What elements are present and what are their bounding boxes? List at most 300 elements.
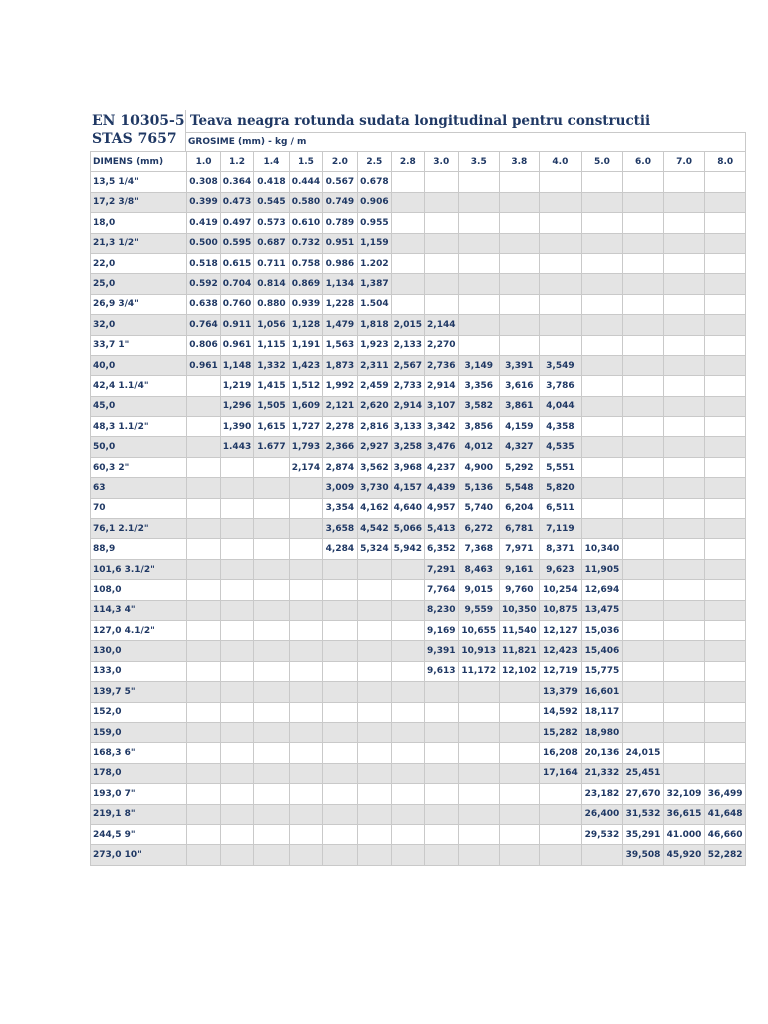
weight-cell: 10,913	[459, 641, 500, 661]
weight-cell: 4,640	[392, 498, 424, 518]
thickness-column-header: 2.5	[357, 152, 391, 172]
table-row	[91, 539, 746, 559]
weight-cell: 0.308	[187, 172, 220, 192]
weight-cell: 8,371	[540, 539, 582, 559]
weight-cell	[623, 213, 664, 233]
sheet-title: Teava neagra rotunda sudata longitudinal pentru constructii	[190, 113, 651, 129]
weight-cell: 41,648	[705, 804, 746, 824]
weight-cell: 1,228	[323, 294, 357, 314]
weight-cell	[254, 661, 289, 681]
weight-cell	[499, 335, 540, 355]
table-row	[91, 845, 746, 865]
weight-cell	[705, 682, 746, 702]
weight-cell	[392, 172, 424, 192]
dimension-cell: 60,3 2"	[91, 457, 187, 477]
weight-cell	[254, 641, 289, 661]
weight-cell	[663, 498, 705, 518]
weight-cell: 0.399	[187, 192, 220, 212]
weight-cell	[220, 580, 253, 600]
weight-cell	[289, 580, 322, 600]
weight-cell	[499, 274, 540, 294]
weight-cell: 3,549	[540, 355, 582, 375]
weight-cell: 3,861	[499, 396, 540, 416]
weight-cell	[663, 743, 705, 763]
weight-cell: 3,133	[392, 417, 424, 437]
weight-cell	[459, 682, 500, 702]
weight-cell	[254, 457, 289, 477]
weight-cell: 0.951	[323, 233, 357, 253]
table-row	[91, 580, 746, 600]
weight-cell	[392, 233, 424, 253]
weight-cell: 16,208	[540, 743, 582, 763]
weight-cell: 2,121	[323, 396, 357, 416]
weight-cell: 3,730	[357, 478, 391, 498]
weight-cell: 3,354	[323, 498, 357, 518]
weight-cell	[187, 498, 220, 518]
weight-cell: 0.986	[323, 253, 357, 273]
weight-cell	[581, 519, 623, 539]
weight-cell	[323, 845, 357, 865]
weight-cell: 29,532	[581, 824, 623, 844]
weight-cell	[289, 620, 322, 640]
weight-cell	[424, 682, 458, 702]
weight-cell	[581, 274, 623, 294]
weight-cell	[187, 763, 220, 783]
weight-cell: 1,134	[323, 274, 357, 294]
dimension-cell: 76,1 2.1/2"	[91, 519, 187, 539]
weight-cell	[540, 294, 582, 314]
weight-cell	[499, 172, 540, 192]
weight-cell	[254, 519, 289, 539]
weight-cell: 9,161	[499, 559, 540, 579]
weight-cell: 11,540	[499, 620, 540, 640]
weight-cell	[323, 600, 357, 620]
weight-cell: 13,475	[581, 600, 623, 620]
weight-cell	[187, 478, 220, 498]
weight-cell	[623, 253, 664, 273]
weight-cell: 2,816	[357, 417, 391, 437]
weight-cell	[663, 396, 705, 416]
weight-cell	[220, 722, 253, 742]
weight-cell	[254, 478, 289, 498]
weight-cell: 4,957	[424, 498, 458, 518]
weight-cell: 3,476	[424, 437, 458, 457]
weight-cell	[663, 682, 705, 702]
weight-cell: 0.573	[254, 213, 289, 233]
weight-cell	[540, 172, 582, 192]
weight-cell	[663, 580, 705, 600]
weight-cell	[459, 213, 500, 233]
weight-cell	[623, 294, 664, 314]
weight-cell: 10,875	[540, 600, 582, 620]
weight-cell: 36,615	[663, 804, 705, 824]
thickness-column-header: 3.8	[499, 152, 540, 172]
weight-cell: 1,219	[220, 376, 253, 396]
weight-cell	[705, 661, 746, 681]
table-row	[91, 559, 746, 579]
weight-cell	[663, 233, 705, 253]
weight-cell	[254, 539, 289, 559]
weight-cell	[705, 253, 746, 273]
table-row	[91, 233, 746, 253]
weight-cell: 18,980	[581, 722, 623, 742]
weight-cell: 6,352	[424, 539, 458, 559]
weight-cell	[459, 763, 500, 783]
weight-cell: 2,133	[392, 335, 424, 355]
weight-cell	[581, 315, 623, 335]
weight-cell	[187, 702, 220, 722]
weight-cell	[705, 294, 746, 314]
dimension-cell: 244,5 9"	[91, 824, 187, 844]
dimension-cell: 45,0	[91, 396, 187, 416]
weight-cell	[581, 335, 623, 355]
weight-cell	[623, 600, 664, 620]
weight-cell: 0.789	[323, 213, 357, 233]
weight-cell	[289, 641, 322, 661]
thickness-column-header: 2.8	[392, 152, 424, 172]
weight-cell: 0.610	[289, 213, 322, 233]
weight-cell	[254, 784, 289, 804]
weight-cell	[705, 722, 746, 742]
weight-cell: 5,942	[392, 539, 424, 559]
weight-cell	[289, 824, 322, 844]
weight-cell	[220, 478, 253, 498]
thickness-column-header: 5.0	[581, 152, 623, 172]
weight-cell	[499, 702, 540, 722]
weight-cell	[254, 804, 289, 824]
weight-cell	[424, 253, 458, 273]
weight-cell	[187, 620, 220, 640]
weight-cell	[705, 580, 746, 600]
dimension-cell: 139,7 5"	[91, 682, 187, 702]
weight-cell: 1,609	[289, 396, 322, 416]
weight-cell: 5,292	[499, 457, 540, 477]
weight-cell	[424, 274, 458, 294]
weight-cell	[323, 824, 357, 844]
dimension-cell: 21,3 1/2"	[91, 233, 187, 253]
weight-cell	[392, 845, 424, 865]
weight-cell	[392, 824, 424, 844]
weight-cell: 0.764	[187, 315, 220, 335]
weight-cell: 6,781	[499, 519, 540, 539]
weight-cell: 9,391	[424, 641, 458, 661]
weight-cell	[581, 498, 623, 518]
weight-cell	[705, 437, 746, 457]
weight-cell	[705, 192, 746, 212]
weight-cell	[623, 559, 664, 579]
weight-cell	[220, 457, 253, 477]
dimension-cell: 22,0	[91, 253, 187, 273]
weight-cell: 9,169	[424, 620, 458, 640]
weight-cell: 6,272	[459, 519, 500, 539]
weight-cell	[220, 559, 253, 579]
weight-cell	[623, 437, 664, 457]
table-row	[91, 722, 746, 742]
thickness-column-header: 2.0	[323, 152, 357, 172]
weight-cell: 1,387	[357, 274, 391, 294]
weight-cell	[289, 519, 322, 539]
weight-cell	[220, 784, 253, 804]
dimension-cell: 42,4 1.1/4"	[91, 376, 187, 396]
weight-cell	[663, 539, 705, 559]
weight-cell	[499, 845, 540, 865]
weight-cell	[392, 253, 424, 273]
dimension-cell: 193,0 7"	[91, 784, 187, 804]
weight-cell	[392, 294, 424, 314]
weight-cell	[187, 559, 220, 579]
weight-cell: 4,237	[424, 457, 458, 477]
weight-cell	[220, 804, 253, 824]
weight-cell: 0.758	[289, 253, 322, 273]
weight-cell	[623, 457, 664, 477]
weight-cell	[581, 294, 623, 314]
weight-cell: 41.000	[663, 824, 705, 844]
weight-cell	[254, 620, 289, 640]
weight-cell	[220, 743, 253, 763]
standard-code-en: EN 10305-5	[92, 113, 185, 129]
weight-cell	[705, 743, 746, 763]
weight-cell	[663, 192, 705, 212]
weight-cell	[499, 233, 540, 253]
weight-cell: 1,332	[254, 355, 289, 375]
weight-cell	[424, 763, 458, 783]
weight-cell: 4,284	[323, 539, 357, 559]
weight-cell: 3,856	[459, 417, 500, 437]
table-row	[91, 213, 746, 233]
weight-cell: 4,439	[424, 478, 458, 498]
weight-cell	[581, 192, 623, 212]
weight-cell	[187, 580, 220, 600]
weight-cell	[459, 824, 500, 844]
table-row	[91, 824, 746, 844]
weight-cell: 1,873	[323, 355, 357, 375]
weight-cell: 4,159	[499, 417, 540, 437]
weight-cell	[705, 620, 746, 640]
table-row	[91, 335, 746, 355]
weight-cell: 6,204	[499, 498, 540, 518]
weight-cell	[392, 213, 424, 233]
weight-cell	[663, 213, 705, 233]
weight-cell	[540, 335, 582, 355]
weight-cell	[357, 845, 391, 865]
weight-cell: 5,324	[357, 539, 391, 559]
weight-cell: 2,736	[424, 355, 458, 375]
weight-cell: 0.500	[187, 233, 220, 253]
weight-cell	[581, 845, 623, 865]
weight-cell	[540, 315, 582, 335]
weight-cell	[289, 804, 322, 824]
weight-cell: 9,623	[540, 559, 582, 579]
weight-cell: 1.443	[220, 437, 253, 457]
weight-cell	[705, 213, 746, 233]
weight-cell	[705, 335, 746, 355]
table-row	[91, 355, 746, 375]
weight-cell	[705, 172, 746, 192]
table-row	[91, 743, 746, 763]
thickness-column-header: 1.5	[289, 152, 322, 172]
weight-cell: 3,616	[499, 376, 540, 396]
weight-cell	[663, 417, 705, 437]
thickness-column-header: 1.2	[220, 152, 253, 172]
weight-cell	[357, 620, 391, 640]
weight-cell	[705, 539, 746, 559]
weight-cell	[289, 682, 322, 702]
weight-cell	[663, 478, 705, 498]
weight-cell: 18,117	[581, 702, 623, 722]
weight-cell	[581, 478, 623, 498]
weight-cell: 0.939	[289, 294, 322, 314]
dimension-cell: 178,0	[91, 763, 187, 783]
weight-cell: 0.615	[220, 253, 253, 273]
weight-cell	[357, 824, 391, 844]
weight-cell: 0.906	[357, 192, 391, 212]
table-row	[91, 274, 746, 294]
weight-cell: 3,786	[540, 376, 582, 396]
weight-cell: 32,109	[663, 784, 705, 804]
weight-cell: 31,532	[623, 804, 664, 824]
weight-cell	[623, 702, 664, 722]
weight-cell	[705, 519, 746, 539]
weight-cell	[499, 824, 540, 844]
weight-cell	[289, 784, 322, 804]
thickness-column-header: 6.0	[623, 152, 664, 172]
weight-cell: 0.814	[254, 274, 289, 294]
weight-cell: 9,613	[424, 661, 458, 681]
weight-cell: 1,505	[254, 396, 289, 416]
table-row	[91, 396, 746, 416]
weight-cell: 2,144	[424, 315, 458, 335]
weight-cell	[254, 743, 289, 763]
weight-cell: 17,164	[540, 763, 582, 783]
weight-cell	[581, 213, 623, 233]
weight-cell: 3,658	[323, 519, 357, 539]
weight-cell: 12,423	[540, 641, 582, 661]
weight-cell	[705, 233, 746, 253]
weight-cell: 2,874	[323, 457, 357, 477]
weight-cell	[705, 498, 746, 518]
dimension-cell: 114,3 4"	[91, 600, 187, 620]
weight-cell	[357, 702, 391, 722]
weight-cell	[623, 274, 664, 294]
weight-cell: 14,592	[540, 702, 582, 722]
weight-cell: 0.444	[289, 172, 322, 192]
weight-cell	[357, 580, 391, 600]
weight-cell	[663, 172, 705, 192]
weight-cell	[663, 315, 705, 335]
thickness-column-header: 7.0	[663, 152, 705, 172]
weight-cell	[392, 722, 424, 742]
weight-cell	[187, 743, 220, 763]
weight-cell	[289, 661, 322, 681]
dimension-cell: 101,6 3.1/2"	[91, 559, 187, 579]
weight-cell	[663, 253, 705, 273]
sheet-header	[90, 110, 746, 151]
weight-cell: 2,567	[392, 355, 424, 375]
dimension-cell: 26,9 3/4"	[91, 294, 187, 314]
weight-cell	[323, 661, 357, 681]
weight-cell	[540, 824, 582, 844]
table-row	[91, 294, 746, 314]
weight-cell	[459, 253, 500, 273]
weight-cell: 0.638	[187, 294, 220, 314]
weight-cell: 0.419	[187, 213, 220, 233]
dimension-cell: 88,9	[91, 539, 187, 559]
weight-cell: 3,149	[459, 355, 500, 375]
thickness-label: GROSIME (mm) - kg / m	[186, 132, 746, 151]
weight-cell	[392, 661, 424, 681]
weight-cell	[424, 294, 458, 314]
weight-cell: 1,159	[357, 233, 391, 253]
weight-cell	[424, 172, 458, 192]
weight-cell: 1,296	[220, 396, 253, 416]
weight-cell	[357, 784, 391, 804]
weight-cell	[581, 417, 623, 437]
weight-cell	[499, 253, 540, 273]
table-row	[91, 376, 746, 396]
weight-cell	[254, 559, 289, 579]
weight-cell	[289, 559, 322, 579]
thickness-column-header: 1.0	[187, 152, 220, 172]
weight-cell: 12,694	[581, 580, 623, 600]
weight-cell: 13,379	[540, 682, 582, 702]
weight-cell: 12,102	[499, 661, 540, 681]
weight-cell: 9,559	[459, 600, 500, 620]
weight-cell	[540, 274, 582, 294]
weight-cell	[663, 722, 705, 742]
thickness-column-header: 4.0	[540, 152, 582, 172]
weight-cell	[392, 580, 424, 600]
table-row	[91, 498, 746, 518]
weight-cell	[663, 600, 705, 620]
weight-cell: 10,254	[540, 580, 582, 600]
weight-cell	[323, 559, 357, 579]
weight-cell	[540, 213, 582, 233]
weight-cell	[187, 457, 220, 477]
weight-cell: 1,479	[323, 315, 357, 335]
thickness-column-header: 3.0	[424, 152, 458, 172]
weight-cell	[459, 294, 500, 314]
weight-cell: 27,670	[623, 784, 664, 804]
weight-cell: 0.518	[187, 253, 220, 273]
weight-cell	[254, 763, 289, 783]
weight-cell	[187, 784, 220, 804]
weight-cell	[424, 804, 458, 824]
weight-cell	[623, 620, 664, 640]
weight-cell: 0.880	[254, 294, 289, 314]
dimension-cell: 168,3 6"	[91, 743, 187, 763]
table-row	[91, 804, 746, 824]
weight-cell: 7,764	[424, 580, 458, 600]
weight-cell	[459, 784, 500, 804]
weight-cell: 10,655	[459, 620, 500, 640]
weight-cell	[705, 641, 746, 661]
weight-cell	[220, 845, 253, 865]
weight-cell	[357, 661, 391, 681]
weight-cell	[187, 396, 220, 416]
table-row	[91, 457, 746, 477]
weight-cell	[323, 641, 357, 661]
weight-cell	[220, 539, 253, 559]
weight-cell	[254, 498, 289, 518]
weight-cell	[392, 784, 424, 804]
dimension-cell: 70	[91, 498, 187, 518]
weight-cell: 2,015	[392, 315, 424, 335]
weight-cell	[459, 233, 500, 253]
weight-cell: 39,508	[623, 845, 664, 865]
weight-cell	[540, 253, 582, 273]
weight-cell	[623, 396, 664, 416]
weight-cell	[424, 743, 458, 763]
